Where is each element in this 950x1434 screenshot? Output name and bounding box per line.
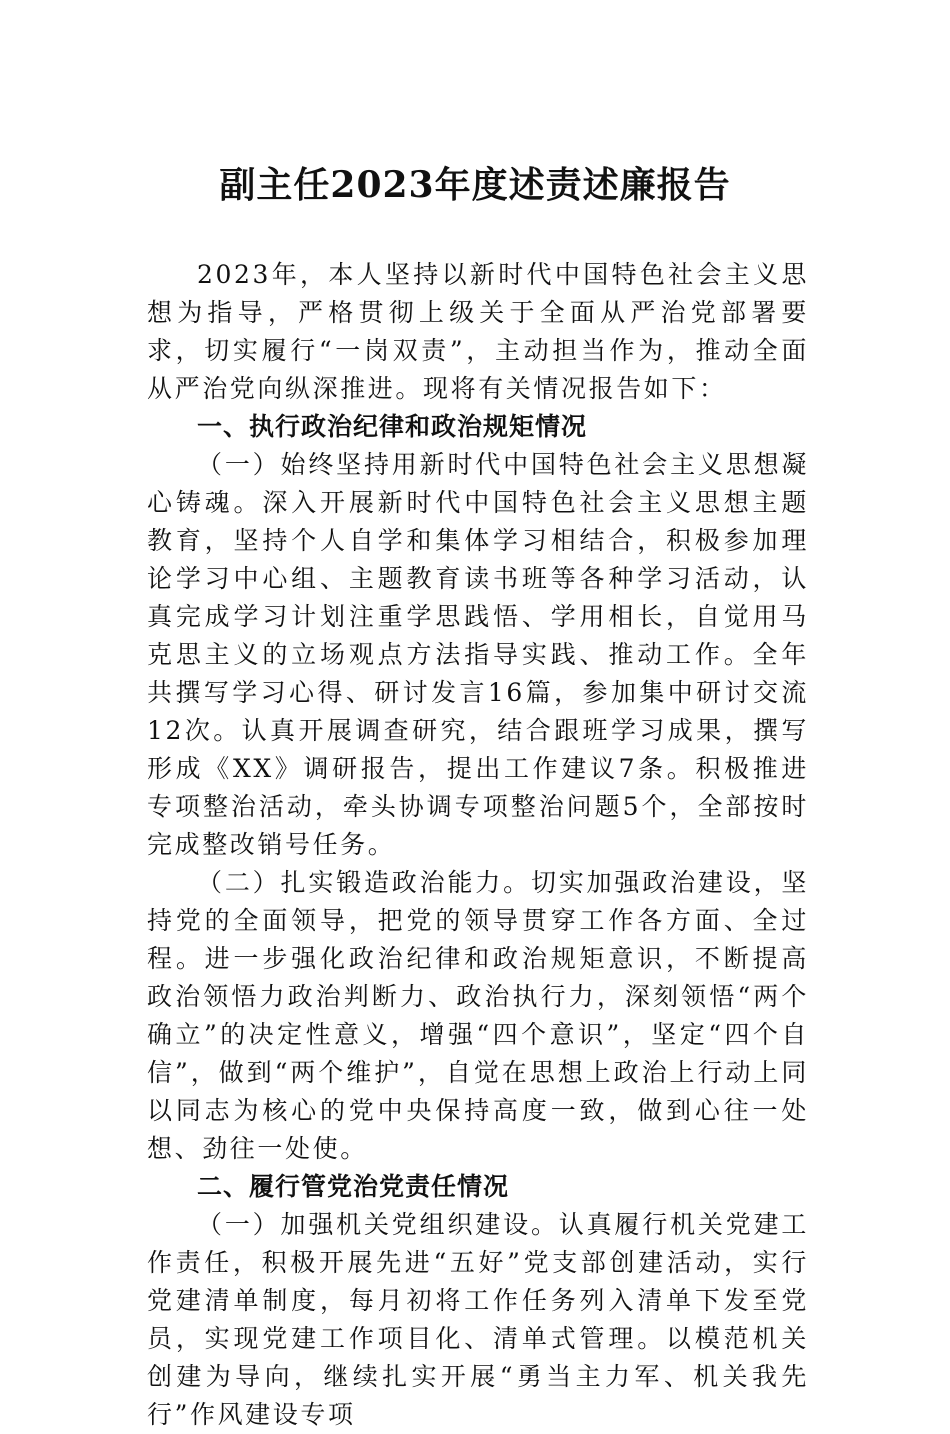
section-1-paragraph-1: （一）始终坚持用新时代中国特色社会主义思想凝心铸魂。深入开展新时代中国特色社会主义思想主题教育，坚持个人自学和集体学习相结合，积极参加理论学习中心组、主题教育读书班等各种学习活动，认真完成学习计划注重学思践悟、学用相长，自觉用马克思主义的立场观点方法指导实践、推动工作。全年共撰写学习心得、研讨发言16篇，参加集中研讨交流12次。认真开展调查研究，结合跟班学习成果，撰写形成《XX》调研报告，提出工作建议7条。积极推进专项整治活动，牵头协调专项整治问题5个，全部按时完成整改销号任务。 (147, 450, 809, 859)
document-body (147, 256, 809, 1434)
intro-paragraph: 2023年，本人坚持以新时代中国特色社会主义思想为指导，严格贯彻上级关于全面从严治党部署要求，切实履行“一岗双责”，主动担当作为，推动全面从严治党向纵深推进。现将有关情况报告如下： (147, 260, 809, 403)
section-heading-1: 一、执行政治纪律和政治规矩情况 (197, 412, 588, 441)
section-heading-2: 二、履行管党治党责任情况 (197, 1172, 510, 1201)
section-1-paragraph-2: （二）扎实锻造政治能力。切实加强政治建设，坚持党的全面领导，把党的领导贯穿工作各方面、全过程。进一步强化政治纪律和政治规矩意识，不断提高政治领悟力政治判断力、政治执行力，深刻领悟“两个确立”的决定性意义，增强“四个意识”，坚定“四个自信”，做到“两个维护”，自觉在思想上政治上行动上同以同志为核心的党中央保持高度一致，做到心往一处想、劲往一处使。 (147, 868, 809, 1163)
section-2-paragraph-1: （一）加强机关党组织建设。认真履行机关党建工作责任，积极开展先进“五好”党支部创建活动，实行党建清单制度，每月初将工作任务列入清单下发至党员，实现党建工作项目化、清单式管理。以模范机关创建为导向，继续扎实开展“勇当主力军、机关我先行”作风建设专项 (147, 1210, 809, 1429)
document-title: 副主任2023年度述责述廉报告 (219, 164, 731, 206)
